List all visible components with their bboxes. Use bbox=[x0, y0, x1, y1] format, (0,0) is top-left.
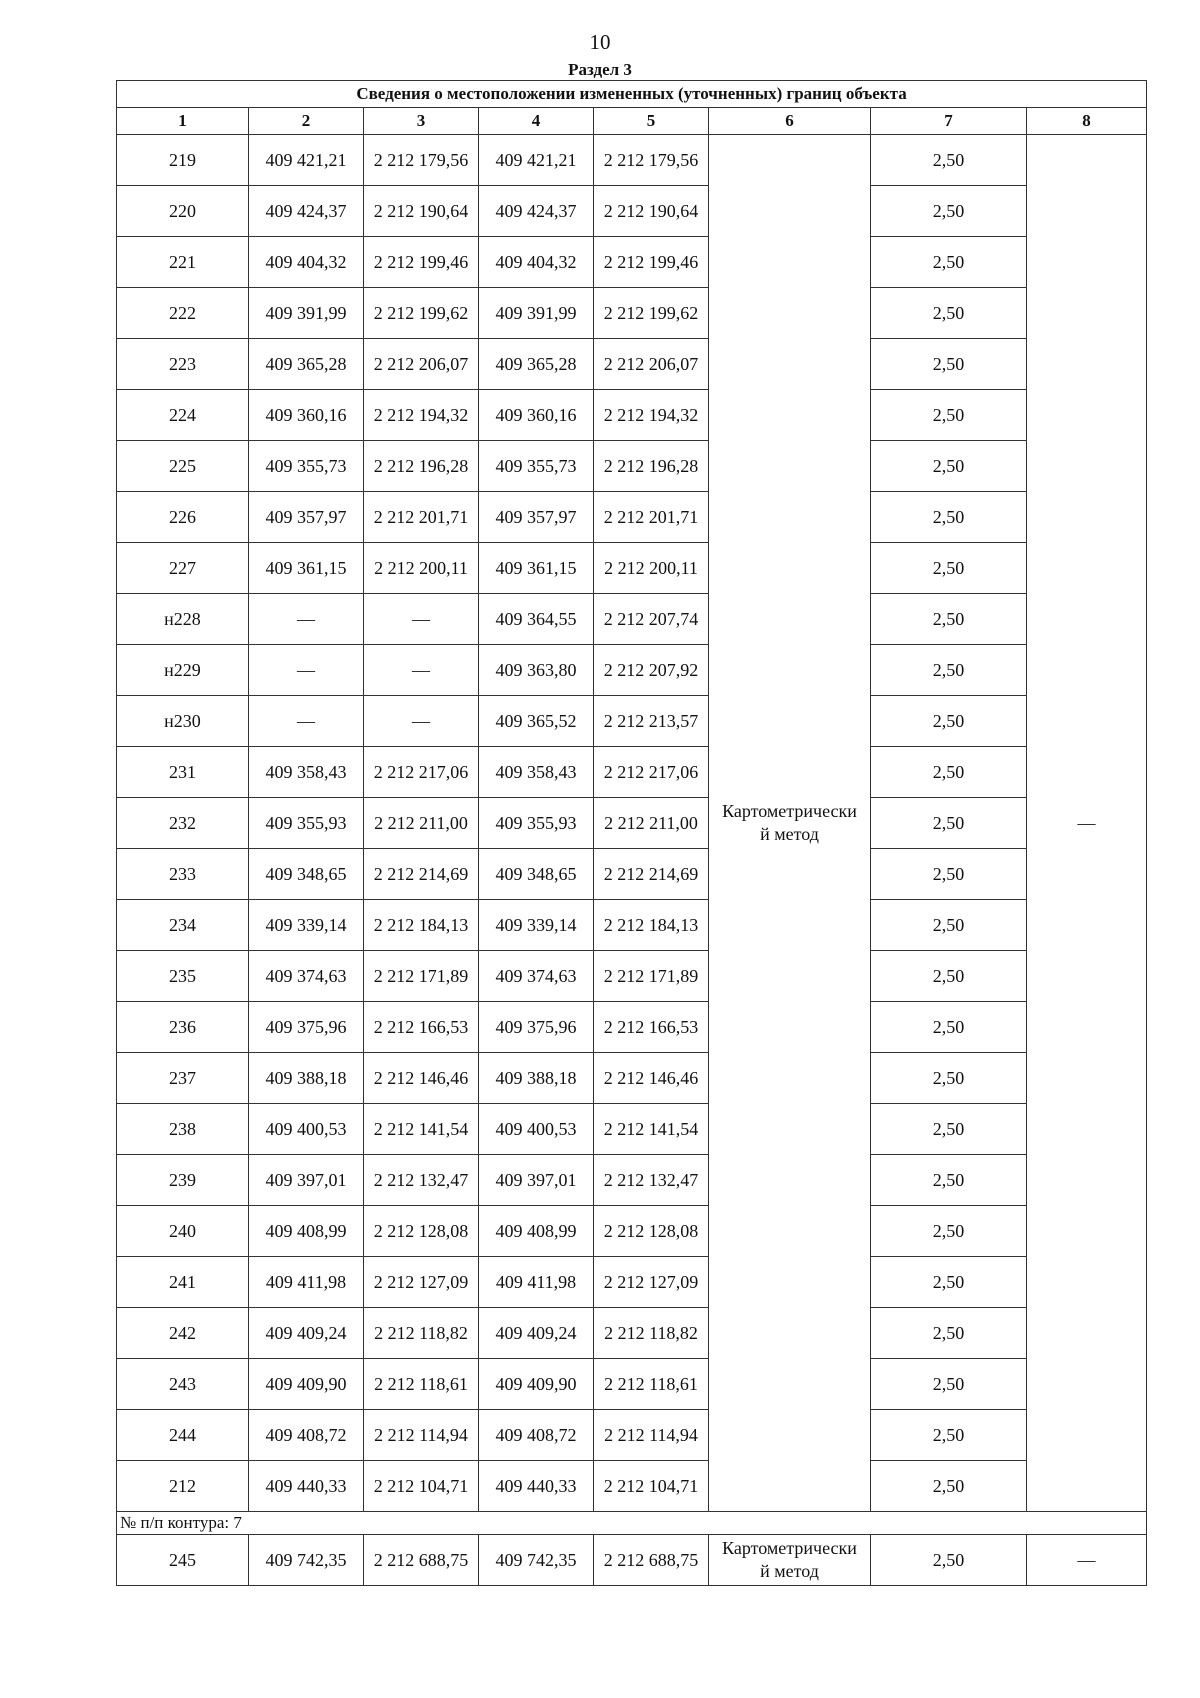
point-number: 221 bbox=[117, 237, 249, 288]
old-y-cell: 2 212 206,07 bbox=[364, 339, 479, 390]
point-number: 223 bbox=[117, 339, 249, 390]
point-number: 222 bbox=[117, 288, 249, 339]
new-y-cell: 2 212 132,47 bbox=[594, 1155, 709, 1206]
point-number: 234 bbox=[117, 900, 249, 951]
new-x-cell: 409 355,73 bbox=[479, 441, 594, 492]
precision-cell: 2,50 bbox=[871, 1308, 1027, 1359]
old-x-cell: 409 339,14 bbox=[249, 900, 364, 951]
table-row bbox=[117, 186, 1147, 237]
old-y-cell: 2 212 179,56 bbox=[364, 135, 479, 186]
precision-cell: 2,50 bbox=[871, 645, 1027, 696]
new-x-cell: 409 358,43 bbox=[479, 747, 594, 798]
point-number: н230 bbox=[117, 696, 249, 747]
precision-cell: 2,50 bbox=[871, 900, 1027, 951]
new-y-cell: 2 212 190,64 bbox=[594, 186, 709, 237]
new-y-cell: 2 212 179,56 bbox=[594, 135, 709, 186]
old-x-cell: 409 440,33 bbox=[249, 1461, 364, 1512]
new-x-cell: 409 357,97 bbox=[479, 492, 594, 543]
old-x-cell: 409 409,24 bbox=[249, 1308, 364, 1359]
new-y-cell: 2 212 196,28 bbox=[594, 441, 709, 492]
new-y-cell: 2 212 194,32 bbox=[594, 390, 709, 441]
table-row bbox=[117, 1359, 1147, 1410]
new-x-cell: 409 339,14 bbox=[479, 900, 594, 951]
new-x-cell: 409 374,63 bbox=[479, 951, 594, 1002]
column-header: 7 bbox=[871, 108, 1027, 135]
table-row bbox=[117, 1410, 1147, 1461]
new-y-cell: 2 212 118,82 bbox=[594, 1308, 709, 1359]
new-y-cell: 2 212 141,54 bbox=[594, 1104, 709, 1155]
section-title: Раздел 3 bbox=[568, 60, 632, 79]
table-row bbox=[117, 849, 1147, 900]
old-x-cell: 409 424,37 bbox=[249, 186, 364, 237]
old-y-cell: — bbox=[364, 696, 479, 747]
point-number: 245 bbox=[117, 1535, 249, 1586]
old-y-cell: 2 212 217,06 bbox=[364, 747, 479, 798]
new-y-cell: 2 212 214,69 bbox=[594, 849, 709, 900]
precision-cell: 2,50 bbox=[871, 186, 1027, 237]
new-x-cell: 409 365,52 bbox=[479, 696, 594, 747]
new-y-cell: 2 212 200,11 bbox=[594, 543, 709, 594]
precision-cell: 2,50 bbox=[871, 594, 1027, 645]
new-x-cell: 409 365,28 bbox=[479, 339, 594, 390]
point-number: 240 bbox=[117, 1206, 249, 1257]
precision-cell: 2,50 bbox=[871, 1461, 1027, 1512]
precision-cell: 2,50 bbox=[871, 237, 1027, 288]
old-x-cell: 409 397,01 bbox=[249, 1155, 364, 1206]
old-x-cell: 409 742,35 bbox=[249, 1535, 364, 1586]
old-x-cell: 409 355,73 bbox=[249, 441, 364, 492]
old-y-cell: — bbox=[364, 594, 479, 645]
new-x-cell: 409 360,16 bbox=[479, 390, 594, 441]
old-x-cell: 409 374,63 bbox=[249, 951, 364, 1002]
header-row bbox=[117, 108, 1147, 135]
precision-cell: 2,50 bbox=[871, 1104, 1027, 1155]
table-caption: Сведения о местоположении измененных (уточненных) границ объекта bbox=[117, 81, 1147, 108]
precision-cell: 2,50 bbox=[871, 747, 1027, 798]
new-y-cell: 2 212 207,74 bbox=[594, 594, 709, 645]
precision-cell: 2,50 bbox=[871, 492, 1027, 543]
old-y-cell: 2 212 118,82 bbox=[364, 1308, 479, 1359]
new-y-cell: 2 212 217,06 bbox=[594, 747, 709, 798]
point-number: 224 bbox=[117, 390, 249, 441]
new-x-cell: 409 363,80 bbox=[479, 645, 594, 696]
old-y-cell: 2 212 199,62 bbox=[364, 288, 479, 339]
old-x-cell: 409 408,99 bbox=[249, 1206, 364, 1257]
coordinates-table bbox=[116, 80, 1147, 1586]
method-cell bbox=[709, 1535, 871, 1586]
point-number: 212 bbox=[117, 1461, 249, 1512]
new-y-cell: 2 212 206,07 bbox=[594, 339, 709, 390]
table-row bbox=[117, 339, 1147, 390]
point-number: 227 bbox=[117, 543, 249, 594]
precision-cell: 2,50 bbox=[871, 543, 1027, 594]
point-number: 226 bbox=[117, 492, 249, 543]
point-number: 235 bbox=[117, 951, 249, 1002]
contour-label: № п/п контура: 7 bbox=[117, 1512, 1147, 1535]
contour-row bbox=[117, 1512, 1147, 1535]
precision-cell: 2,50 bbox=[871, 135, 1027, 186]
old-x-cell: 409 421,21 bbox=[249, 135, 364, 186]
table-row bbox=[117, 1308, 1147, 1359]
table-row bbox=[117, 390, 1147, 441]
column-header: 3 bbox=[364, 108, 479, 135]
table-row bbox=[117, 1155, 1147, 1206]
new-x-cell: 409 440,33 bbox=[479, 1461, 594, 1512]
old-y-cell: 2 212 118,61 bbox=[364, 1359, 479, 1410]
new-x-cell: 409 400,53 bbox=[479, 1104, 594, 1155]
old-y-cell: 2 212 196,28 bbox=[364, 441, 479, 492]
old-y-cell: 2 212 214,69 bbox=[364, 849, 479, 900]
new-y-cell: 2 212 211,00 bbox=[594, 798, 709, 849]
new-x-cell: 409 348,65 bbox=[479, 849, 594, 900]
table-row bbox=[117, 1002, 1147, 1053]
new-y-cell: 2 212 118,61 bbox=[594, 1359, 709, 1410]
precision-cell: 2,50 bbox=[871, 849, 1027, 900]
new-y-cell: 2 212 688,75 bbox=[594, 1535, 709, 1586]
old-x-cell: 409 355,93 bbox=[249, 798, 364, 849]
new-x-cell: 409 409,24 bbox=[479, 1308, 594, 1359]
old-y-cell: 2 212 166,53 bbox=[364, 1002, 479, 1053]
old-y-cell: 2 212 201,71 bbox=[364, 492, 479, 543]
method-cell bbox=[709, 135, 871, 1512]
table-row bbox=[117, 951, 1147, 1002]
method-text: й метод bbox=[760, 1561, 819, 1581]
table-row bbox=[117, 1257, 1147, 1308]
precision-cell: 2,50 bbox=[871, 798, 1027, 849]
new-y-cell: 2 212 166,53 bbox=[594, 1002, 709, 1053]
page-number: 10 bbox=[589, 30, 611, 54]
column-header: 5 bbox=[594, 108, 709, 135]
table-row bbox=[117, 1461, 1147, 1512]
old-x-cell: 409 348,65 bbox=[249, 849, 364, 900]
old-y-cell: 2 212 184,13 bbox=[364, 900, 479, 951]
new-x-cell: 409 404,32 bbox=[479, 237, 594, 288]
old-y-cell: 2 212 104,71 bbox=[364, 1461, 479, 1512]
precision-cell: 2,50 bbox=[871, 1053, 1027, 1104]
new-y-cell: 2 212 201,71 bbox=[594, 492, 709, 543]
precision-cell: 2,50 bbox=[871, 696, 1027, 747]
precision-cell: 2,50 bbox=[871, 1359, 1027, 1410]
table-row bbox=[117, 747, 1147, 798]
new-x-cell: 409 391,99 bbox=[479, 288, 594, 339]
old-x-cell: 409 400,53 bbox=[249, 1104, 364, 1155]
point-number: 219 bbox=[117, 135, 249, 186]
old-y-cell: 2 212 194,32 bbox=[364, 390, 479, 441]
table-row bbox=[117, 900, 1147, 951]
point-number: 239 bbox=[117, 1155, 249, 1206]
precision-cell: 2,50 bbox=[871, 1535, 1027, 1586]
table-row bbox=[117, 237, 1147, 288]
point-number: 241 bbox=[117, 1257, 249, 1308]
table-row bbox=[117, 288, 1147, 339]
precision-cell: 2,50 bbox=[871, 1002, 1027, 1053]
precision-cell: 2,50 bbox=[871, 288, 1027, 339]
new-x-cell: 409 355,93 bbox=[479, 798, 594, 849]
precision-cell: 2,50 bbox=[871, 1206, 1027, 1257]
table-row bbox=[117, 645, 1147, 696]
precision-cell: 2,50 bbox=[871, 441, 1027, 492]
table-row bbox=[117, 492, 1147, 543]
description-cell: — bbox=[1027, 135, 1147, 1512]
new-y-cell: 2 212 114,94 bbox=[594, 1410, 709, 1461]
old-y-cell: — bbox=[364, 645, 479, 696]
column-header: 8 bbox=[1027, 108, 1147, 135]
precision-cell: 2,50 bbox=[871, 1155, 1027, 1206]
old-x-cell: 409 375,96 bbox=[249, 1002, 364, 1053]
precision-cell: 2,50 bbox=[871, 339, 1027, 390]
new-x-cell: 409 411,98 bbox=[479, 1257, 594, 1308]
old-x-cell: 409 361,15 bbox=[249, 543, 364, 594]
old-x-cell: 409 409,90 bbox=[249, 1359, 364, 1410]
point-number: 242 bbox=[117, 1308, 249, 1359]
old-y-cell: 2 212 171,89 bbox=[364, 951, 479, 1002]
point-number: 232 bbox=[117, 798, 249, 849]
table-row bbox=[117, 1053, 1147, 1104]
new-x-cell: 409 375,96 bbox=[479, 1002, 594, 1053]
point-number: 225 bbox=[117, 441, 249, 492]
old-x-cell: — bbox=[249, 645, 364, 696]
old-y-cell: 2 212 200,11 bbox=[364, 543, 479, 594]
old-y-cell: 2 212 199,46 bbox=[364, 237, 479, 288]
point-number: н228 bbox=[117, 594, 249, 645]
point-number: н229 bbox=[117, 645, 249, 696]
table-row bbox=[117, 1104, 1147, 1155]
point-number: 236 bbox=[117, 1002, 249, 1053]
point-number: 238 bbox=[117, 1104, 249, 1155]
table-row bbox=[117, 696, 1147, 747]
new-x-cell: 409 408,72 bbox=[479, 1410, 594, 1461]
old-x-cell: 409 365,28 bbox=[249, 339, 364, 390]
new-x-cell: 409 421,21 bbox=[479, 135, 594, 186]
new-x-cell: 409 388,18 bbox=[479, 1053, 594, 1104]
table-row bbox=[117, 594, 1147, 645]
old-y-cell: 2 212 132,47 bbox=[364, 1155, 479, 1206]
method-text: Картометрически bbox=[722, 1538, 857, 1558]
new-y-cell: 2 212 146,46 bbox=[594, 1053, 709, 1104]
old-x-cell: 409 404,32 bbox=[249, 237, 364, 288]
table-row bbox=[117, 135, 1147, 186]
method-text: Картометрически bbox=[722, 801, 857, 821]
new-y-cell: 2 212 213,57 bbox=[594, 696, 709, 747]
column-header: 4 bbox=[479, 108, 594, 135]
table-row bbox=[117, 1206, 1147, 1257]
old-y-cell: 2 212 211,00 bbox=[364, 798, 479, 849]
old-y-cell: 2 212 688,75 bbox=[364, 1535, 479, 1586]
old-y-cell: 2 212 114,94 bbox=[364, 1410, 479, 1461]
old-x-cell: — bbox=[249, 696, 364, 747]
new-x-cell: 409 361,15 bbox=[479, 543, 594, 594]
point-number: 220 bbox=[117, 186, 249, 237]
new-y-cell: 2 212 171,89 bbox=[594, 951, 709, 1002]
new-x-cell: 409 409,90 bbox=[479, 1359, 594, 1410]
precision-cell: 2,50 bbox=[871, 1410, 1027, 1461]
new-y-cell: 2 212 128,08 bbox=[594, 1206, 709, 1257]
old-y-cell: 2 212 146,46 bbox=[364, 1053, 479, 1104]
old-x-cell: 409 411,98 bbox=[249, 1257, 364, 1308]
old-y-cell: 2 212 127,09 bbox=[364, 1257, 479, 1308]
new-x-cell: 409 397,01 bbox=[479, 1155, 594, 1206]
old-x-cell: 409 391,99 bbox=[249, 288, 364, 339]
old-x-cell: 409 388,18 bbox=[249, 1053, 364, 1104]
new-y-cell: 2 212 199,46 bbox=[594, 237, 709, 288]
new-y-cell: 2 212 199,62 bbox=[594, 288, 709, 339]
point-number: 233 bbox=[117, 849, 249, 900]
point-number: 244 bbox=[117, 1410, 249, 1461]
old-x-cell: 409 360,16 bbox=[249, 390, 364, 441]
column-header: 6 bbox=[709, 108, 871, 135]
old-x-cell: 409 357,97 bbox=[249, 492, 364, 543]
description-cell: — bbox=[1027, 1535, 1147, 1586]
method-text: й метод bbox=[760, 824, 819, 844]
point-number: 237 bbox=[117, 1053, 249, 1104]
new-x-cell: 409 364,55 bbox=[479, 594, 594, 645]
new-y-cell: 2 212 184,13 bbox=[594, 900, 709, 951]
new-x-cell: 409 742,35 bbox=[479, 1535, 594, 1586]
old-y-cell: 2 212 128,08 bbox=[364, 1206, 479, 1257]
old-x-cell: 409 408,72 bbox=[249, 1410, 364, 1461]
old-x-cell: — bbox=[249, 594, 364, 645]
new-y-cell: 2 212 127,09 bbox=[594, 1257, 709, 1308]
new-x-cell: 409 408,99 bbox=[479, 1206, 594, 1257]
precision-cell: 2,50 bbox=[871, 390, 1027, 441]
precision-cell: 2,50 bbox=[871, 1257, 1027, 1308]
column-header: 2 bbox=[249, 108, 364, 135]
table-row bbox=[117, 543, 1147, 594]
old-y-cell: 2 212 190,64 bbox=[364, 186, 479, 237]
new-y-cell: 2 212 207,92 bbox=[594, 645, 709, 696]
new-y-cell: 2 212 104,71 bbox=[594, 1461, 709, 1512]
point-number: 231 bbox=[117, 747, 249, 798]
column-header: 1 bbox=[117, 108, 249, 135]
table-row bbox=[117, 441, 1147, 492]
old-y-cell: 2 212 141,54 bbox=[364, 1104, 479, 1155]
old-x-cell: 409 358,43 bbox=[249, 747, 364, 798]
table-row bbox=[117, 1535, 1147, 1586]
precision-cell: 2,50 bbox=[871, 951, 1027, 1002]
point-number: 243 bbox=[117, 1359, 249, 1410]
table-row bbox=[117, 798, 1147, 849]
new-x-cell: 409 424,37 bbox=[479, 186, 594, 237]
